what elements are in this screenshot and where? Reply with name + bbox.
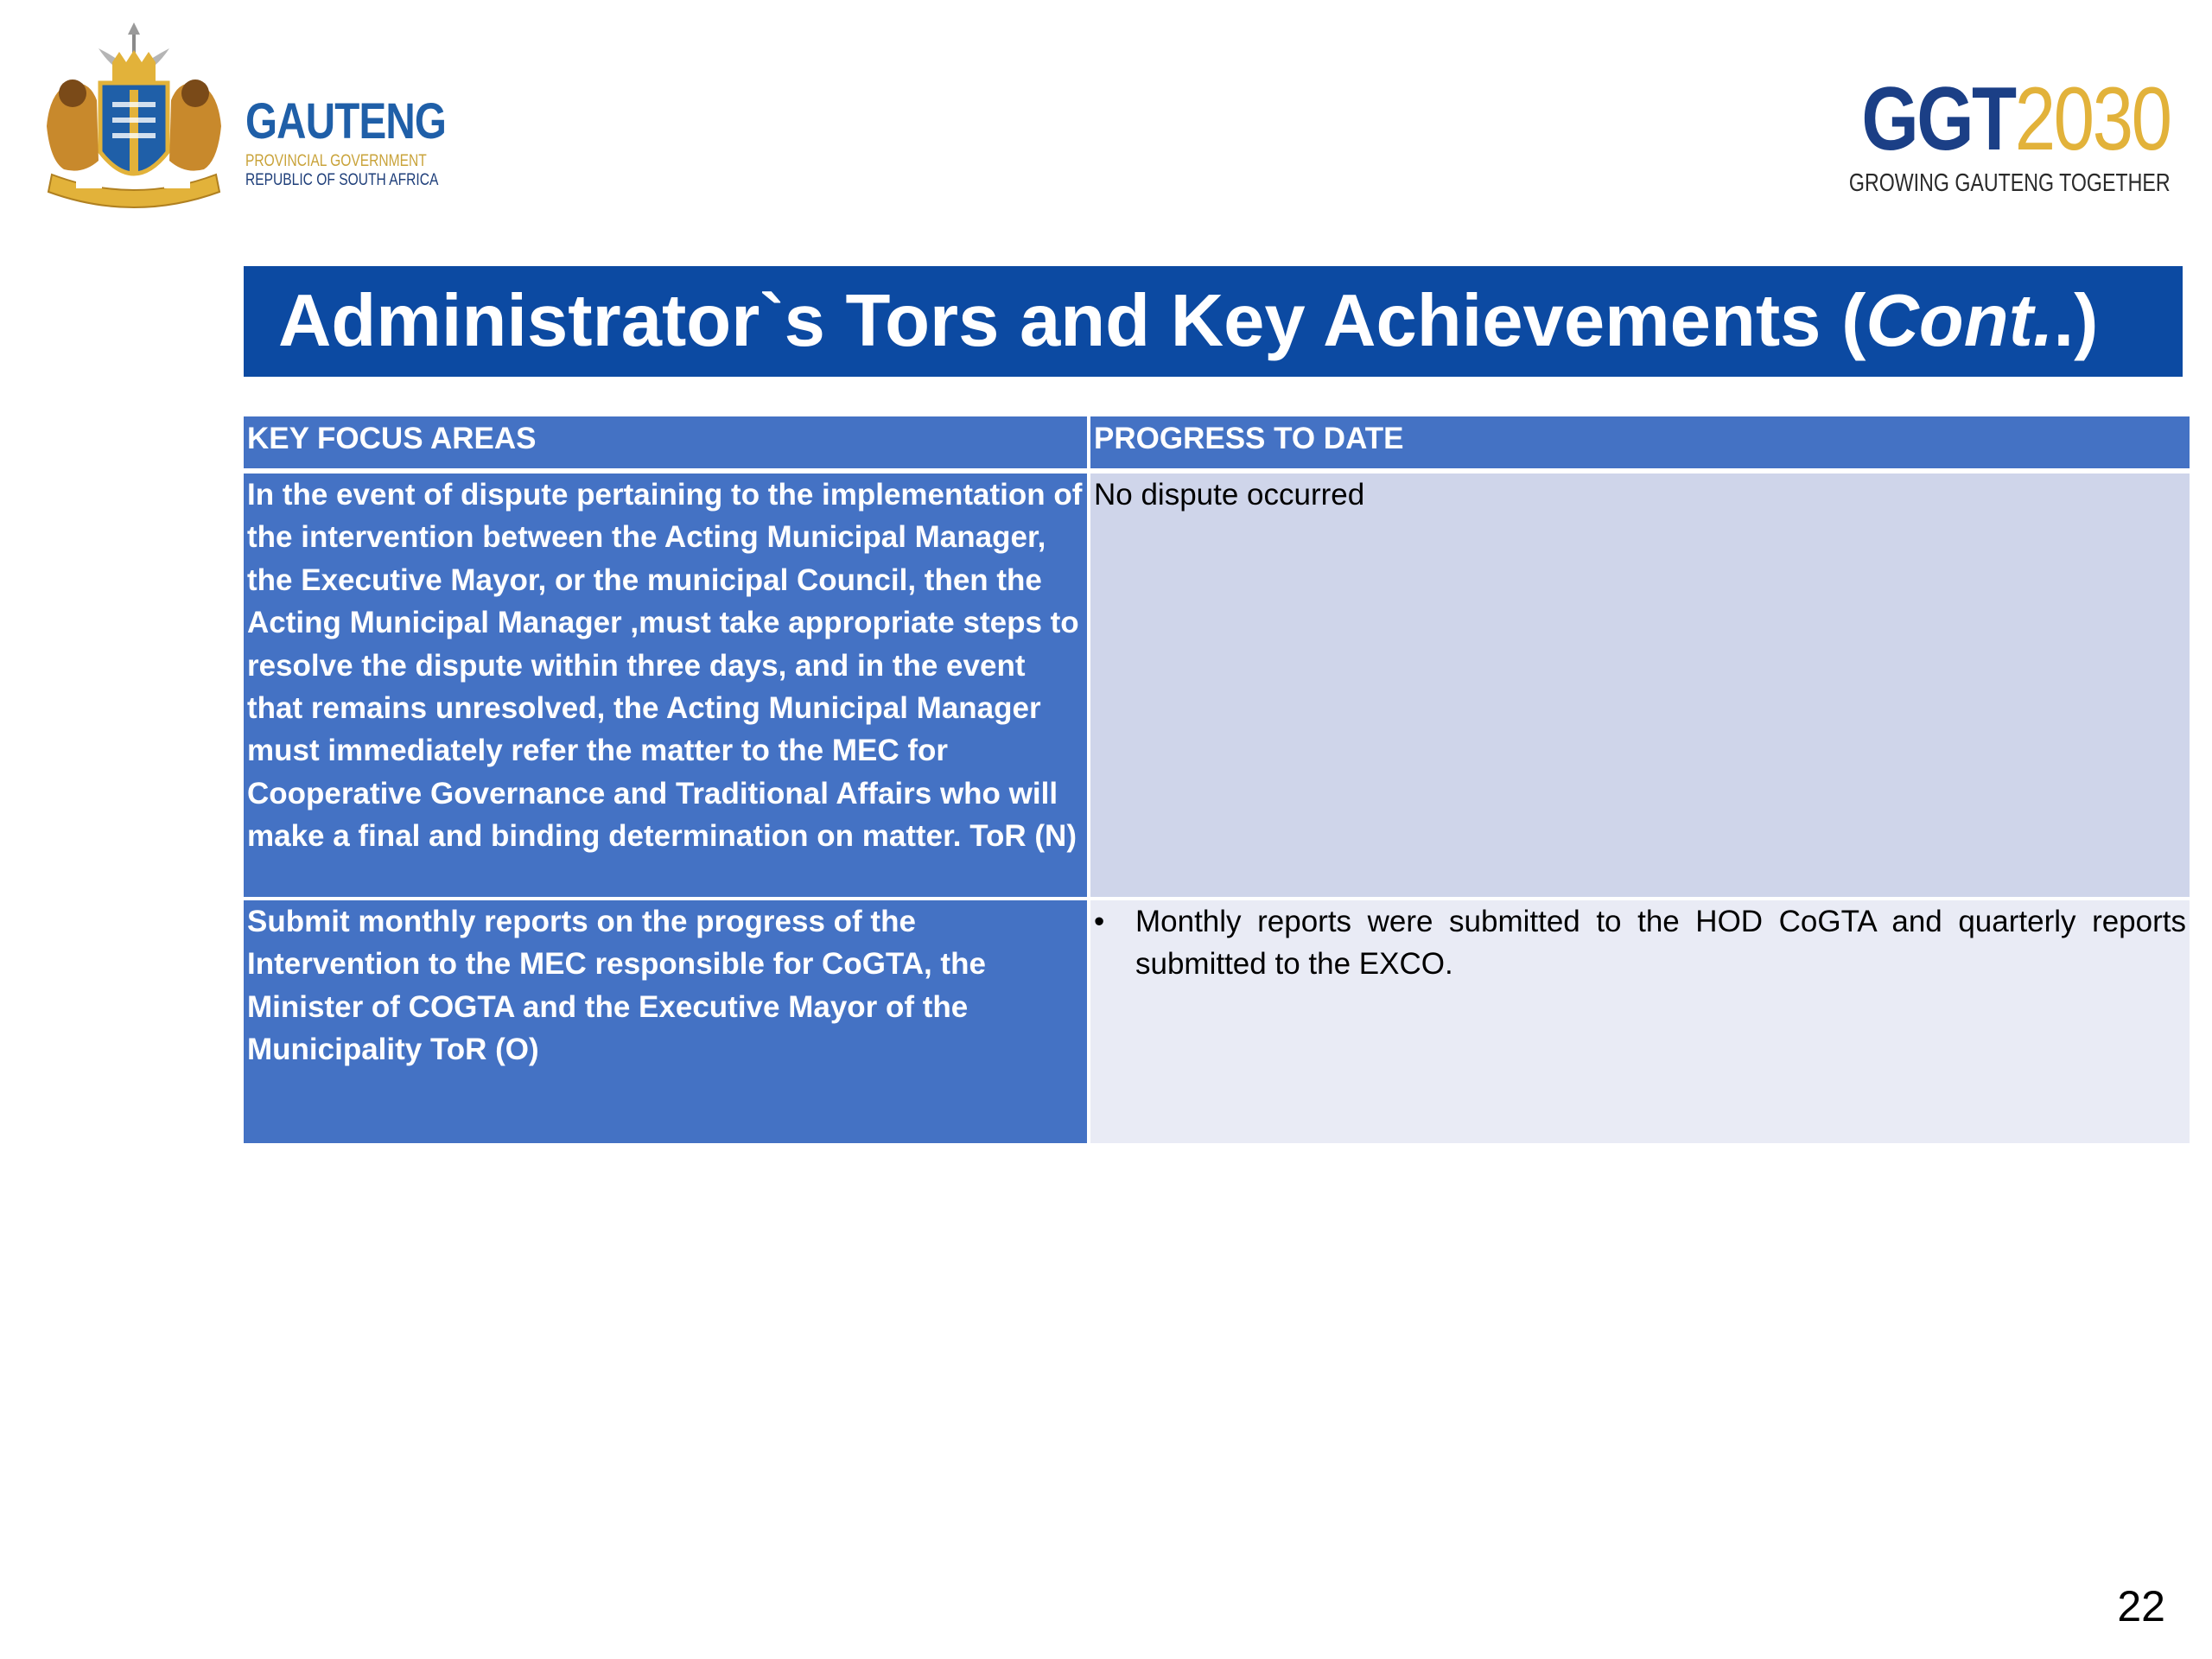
title-end: .): [2053, 280, 2099, 362]
ggt-tagline: GROWING GAUTENG TOGETHER: [1849, 169, 2171, 197]
table-header-focus: KEY FOCUS AREAS: [244, 416, 1087, 468]
table-row-1-focus: In the event of dispute pertaining to the implementation of the intervention between the Acting Municipal Manager, the Executive Mayor, or the municipal Council, then the Acting Municipal Manager ,must take appropriate steps to resolve the dispute within three days, and in the event that remains unresolved, the Acting Municipal Manager must immediately refer the matter to the MEC for Cooperative Governance and Traditional Affairs who will make a final and binding determination on matter. ToR (N): [244, 474, 1087, 897]
bullet-icon: •: [1094, 905, 1105, 938]
title-italic: Cont.: [1866, 280, 2054, 362]
table-row-2-focus: Submit monthly reports on the progress of the Intervention to the MEC responsible for CoGTA, the Minister of COGTA and the Executive Mayor of the Municipality ToR (O): [244, 900, 1087, 1143]
ggt-part1: GGT: [1861, 69, 2016, 169]
gauteng-name: GAUTENG: [245, 93, 447, 149]
table-row-1-progress: No dispute occurred: [1090, 474, 2190, 897]
gauteng-line1: PROVINCIAL GOVERNMENT: [245, 152, 427, 170]
gauteng-line2: REPUBLIC OF SOUTH AFRICA: [245, 171, 439, 189]
page-number: 22: [2117, 1582, 2165, 1630]
table-row-2-progress: [1090, 900, 2190, 1143]
gauteng-wordmark: [245, 93, 490, 190]
slide-title: [244, 266, 2183, 377]
title-main: Administrator`s Tors and Key Achievements (: [278, 280, 1866, 362]
bullet-text: Monthly reports were submitted to the HOD CoGTA and quarterly reports submitted to the EXCO.: [1135, 905, 2186, 982]
ggt2030-wordmark: [1841, 69, 2171, 169]
coat-of-arms-icon: [38, 22, 230, 214]
table-header-progress: PROGRESS TO DATE: [1090, 416, 2190, 468]
list-item: [1094, 900, 2186, 986]
ggt2030-logo: [1769, 69, 2171, 198]
ggt-part2: 2030: [2015, 69, 2171, 169]
